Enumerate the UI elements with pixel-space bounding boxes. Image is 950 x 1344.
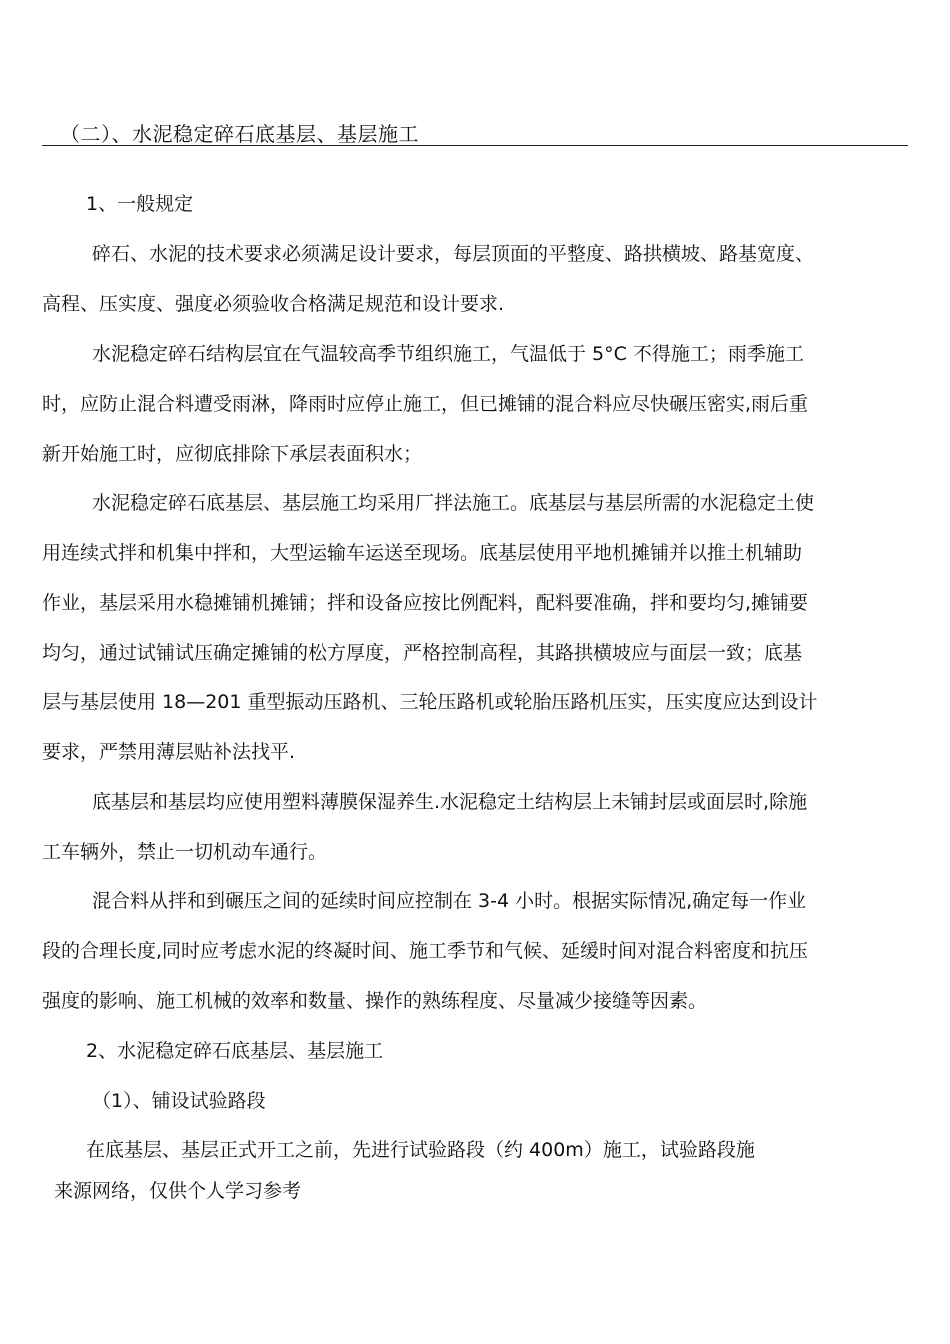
item-title-trial-section: （1）、铺设试验路段: [92, 1090, 266, 1112]
paragraph-line: 底基层和基层均应使用塑料薄膜保湿养生.水泥稳定土结构层上未铺封层或面层时,除施: [92, 791, 808, 813]
paragraph-line: 要求，严禁用薄层贴补法找平.: [42, 741, 296, 763]
paragraph-line: 水泥稳定碎石底基层、基层施工均采用厂拌法施工。底基层与基层所需的水泥稳定土使: [92, 492, 815, 514]
paragraph-line: 高程、压实度、强度必须验收合格满足规范和设计要求.: [42, 293, 505, 315]
paragraph-line: 作业，基层采用水稳摊铺机摊铺；拌和设备应按比例配料，配料要准确，拌和要均匀,摊铺要: [42, 592, 809, 614]
paragraph-line: 强度的影响、施工机械的效率和数量、操作的熟练程度、尽量减少接缝等因素。: [42, 990, 708, 1012]
paragraph-line: 新开始施工时，应彻底排除下承层表面积水；: [42, 443, 423, 465]
paragraph-line: 混合料从拌和到碾压之间的延续时间应控制在 3-4 小时。根据实际情况,确定每一作业: [92, 890, 807, 912]
source-note: 来源网络，仅供个人学习参考: [54, 1180, 302, 1202]
paragraph-line: 时，应防止混合料遭受雨淋，降雨时应停止施工，但已摊铺的混合料应尽快碾压密实,雨后重: [42, 393, 809, 415]
paragraph-line: 水泥稳定碎石结构层宜在气温较高季节组织施工，气温低于 5°C 不得施工；雨季施工: [92, 343, 804, 365]
paragraph-line: 在底基层、基层正式开工之前，先进行试验路段（约 400m）施工，试验路段施: [86, 1139, 755, 1161]
paragraph-line: 均匀，通过试铺试压确定摊铺的松方厚度，严格控制高程，其路拱横坡应与面层一致；底基: [42, 642, 803, 664]
paragraph-line: 碎石、水泥的技术要求必须满足设计要求，每层顶面的平整度、路拱横坡、路基宽度、: [92, 243, 815, 265]
heading-underline: [42, 145, 908, 146]
section-heading: （二）、水泥稳定碎石底基层、基层施工: [60, 122, 419, 146]
subsection-title-construction: 2、水泥稳定碎石底基层、基层施工: [86, 1040, 384, 1062]
subsection-title-general-rules: 1、一般规定: [86, 193, 194, 215]
paragraph-line: 用连续式拌和机集中拌和，大型运输车运送至现场。底基层使用平地机摊铺并以推土机辅助: [42, 542, 803, 564]
paragraph-line: 段的合理长度,同时应考虑水泥的终凝时间、施工季节和气候、延缓时间对混合料密度和抗压: [42, 940, 809, 962]
paragraph-line: 层与基层使用 18—201 重型振动压路机、三轮压路机或轮胎压路机压实，压实度应达到设计: [42, 691, 818, 713]
paragraph-line: 工车辆外，禁止一切机动车通行。: [42, 841, 328, 863]
